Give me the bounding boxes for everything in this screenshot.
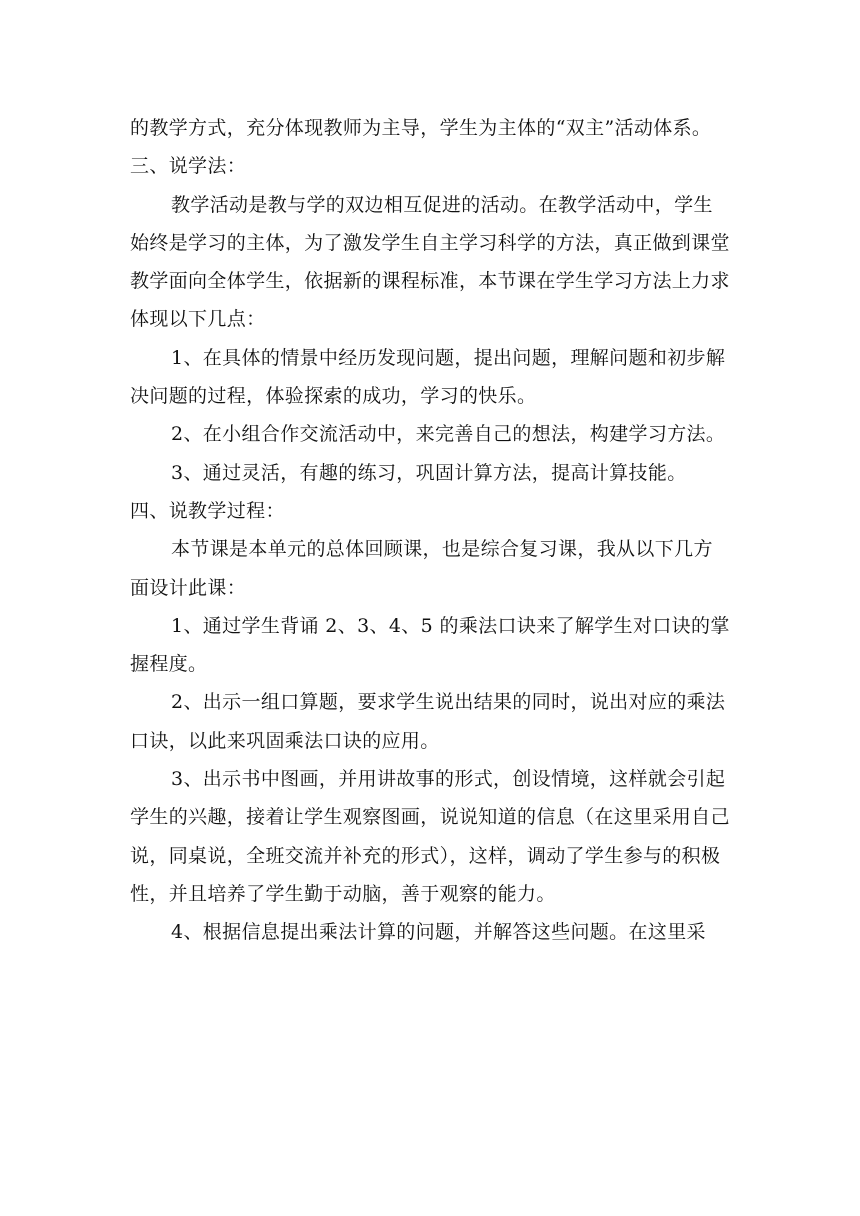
list-item-learning-2: 2、在小组合作交流活动中，来完善自己的想法，构建学习方法。 [171, 423, 726, 446]
document-body [130, 109, 730, 952]
paragraph-intro-continuation: 的教学方式，充分体现教师为主导，学生为主体的“双主”活动体系。 [130, 117, 712, 139]
list-item-process-4: 4、根据信息提出乘法计算的问题，并解答这些问题。在这里采 [171, 921, 706, 944]
section-heading-teaching-process: 四、说教学过程： [130, 499, 285, 522]
list-item-process-1: 1、通过学生背诵 2、3、4、5 的乘法口诀来了解学生对口诀的掌握程度。 [130, 614, 730, 676]
list-item-learning-3: 3、通过灵活，有趣的练习，巩固计算方法，提高计算技能。 [171, 461, 687, 484]
section-heading-learning-method: 三、说学法： [130, 155, 247, 178]
list-item-learning-1: 1、在具体的情景中经历发现问题，提出问题，理解问题和初步解决问题的过程，体验探索的成功，学习的快乐。 [130, 346, 726, 408]
paragraph-teaching-process: 本节课是本单元的总体回顾课，也是综合复习课，我从以下几方面设计此课： [130, 538, 713, 599]
list-item-process-2: 2、出示一组口算题，要求学生说出结果的同时，说出对应的乘法口诀，以此来巩固乘法口诀的应用。 [130, 691, 726, 752]
list-item-process-3: 3、出示书中图画，并用讲故事的形式，创设情境，这样就会引起学生的兴趣，接着让学生观察图画，说说知道的信息（在这里采用自己说，同桌说，全班交流并补充的形式），这样，调动了学生参与的积极性，并且培养了学生勤于动脑，善于观察的能力。 [130, 768, 730, 905]
paragraph-learning-method: 教学活动是教与学的双边相互促进的活动。在教学活动中，学生始终是学习的主体，为了激发学生自主学习科学的方法，真正做到课堂教学面向全体学生，依据新的课程标准，本节课在学生学习方法上力求体现以下几点： [130, 193, 730, 331]
